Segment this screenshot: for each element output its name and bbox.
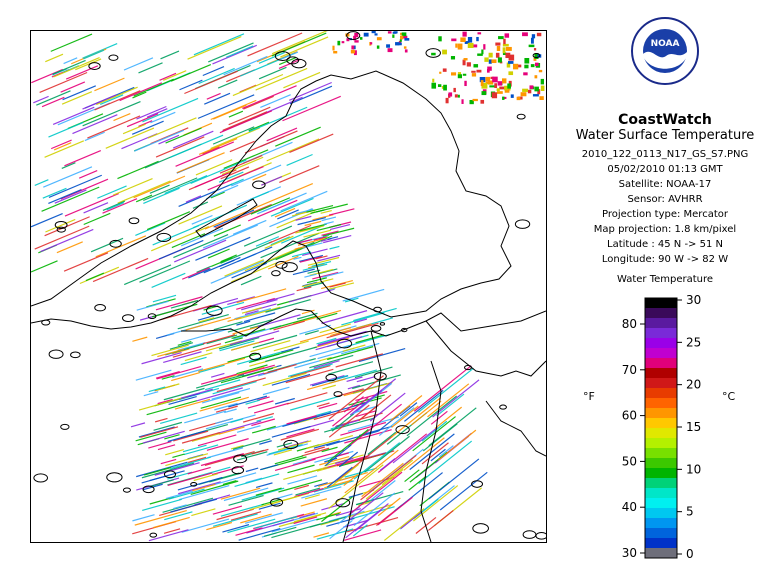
legend-swatch <box>645 338 677 348</box>
legend-label-f: 70 <box>621 362 637 377</box>
legend-swatch <box>645 488 677 498</box>
legend-label-c: 0 <box>686 547 694 560</box>
legend-swatch <box>645 468 677 478</box>
sst-data-layer <box>31 31 544 541</box>
map-panel <box>30 30 547 543</box>
legend-label-c: 30 <box>686 293 702 307</box>
legend-swatch <box>645 388 677 398</box>
latitude-range: Latitude : 45 N -> 51 N <box>607 239 723 250</box>
legend-swatch <box>645 358 677 368</box>
legend-swatch <box>645 428 677 438</box>
coastline-layer <box>31 32 546 542</box>
product-title: Water Surface Temperature <box>575 128 755 143</box>
legend-swatch <box>645 478 677 488</box>
legend-label-f: 30 <box>621 546 637 560</box>
projection-type: Projection type: Mercator <box>602 209 728 220</box>
noaa-logo <box>630 16 700 86</box>
legend-swatch <box>645 328 677 338</box>
map-projection: Map projection: 1.8 km/pixel <box>593 224 737 235</box>
legend-label-c: 20 <box>686 377 702 392</box>
longitude-range: Longitude: 90 W -> 82 W <box>601 254 729 265</box>
sst-map <box>31 31 546 542</box>
legend-swatch <box>645 548 677 558</box>
datetime: 05/02/2010 01:13 GMT <box>607 164 723 175</box>
filename: 2010_122_0113_N17_GS_S7.PNG <box>581 149 749 160</box>
legend-swatch <box>645 458 677 468</box>
brand-name: CoastWatch <box>618 112 712 128</box>
legend-swatch <box>645 498 677 508</box>
legend-swatch <box>645 408 677 418</box>
legend-label-f: 50 <box>621 454 637 469</box>
satellite: Satellite: NOAA-17 <box>618 179 712 190</box>
legend-swatch <box>645 528 677 538</box>
legend-label-c: 25 <box>686 335 702 350</box>
legend-label-c: 5 <box>686 504 694 519</box>
legend-swatch <box>645 398 677 408</box>
sensor: Sensor: AVHRR <box>627 194 703 205</box>
legend-label-f: 60 <box>621 408 637 423</box>
lake-huron-shore <box>486 401 546 456</box>
legend-swatch <box>645 368 677 378</box>
color-scale <box>575 290 725 560</box>
legend-swatch <box>645 448 677 458</box>
legend-swatch <box>645 508 677 518</box>
legend-label-f: 40 <box>621 500 637 515</box>
legend-swatch <box>645 308 677 318</box>
logo-text: NOAA <box>650 39 680 49</box>
legend-label-c: 15 <box>686 420 702 434</box>
legend-swatch <box>645 378 677 388</box>
legend-swatch <box>645 418 677 428</box>
legend-swatch <box>645 518 677 528</box>
legend-swatch <box>645 538 677 548</box>
legend-label-c: 10 <box>686 462 702 477</box>
legend-title: Water Temperature <box>616 274 714 285</box>
legend-unit-fahrenheit: °F <box>583 390 595 403</box>
legend-swatch <box>645 298 677 308</box>
lake-huron-north-shore <box>426 321 546 376</box>
legend-swatch <box>645 348 677 358</box>
legend-swatch <box>645 318 677 328</box>
legend-swatch <box>645 438 677 448</box>
legend-label-f: 80 <box>621 317 637 331</box>
legend-unit-celsius: °C <box>722 390 736 403</box>
